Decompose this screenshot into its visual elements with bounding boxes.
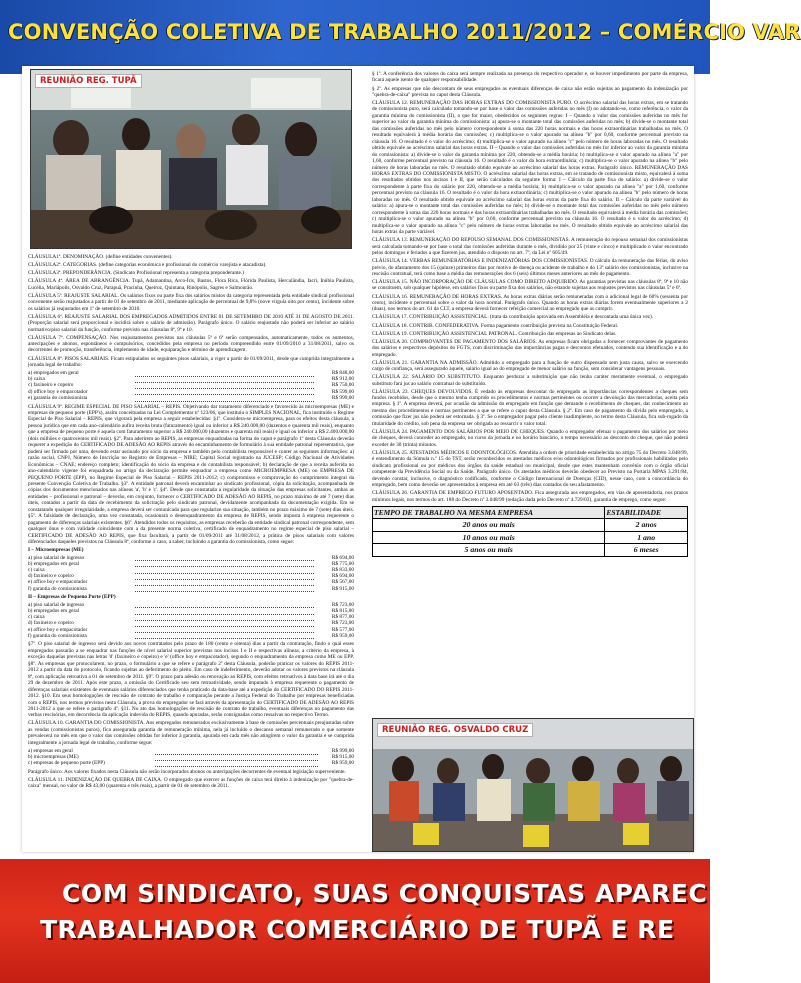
meeting-photo bbox=[31, 70, 351, 248]
clause-10: CLÁUSULA 10. GARANTIA DO COMISSIONISTA. Aos empregados remunerados exclusivamente à base de comissões percentuais preajustadas sobre as vendas (comissionistas puros), fica assegurada garantia de remuneração mínima, nela já incluído o descanso semanal remunerado e que somente prevalecerá no mês em que o valor das comissões obtidas for inferior à garantia, apurada em cada mês não atingirem o valor da garantia e se cumprida integralmente a jornada legal de trabalho, conforme segue: bbox=[28, 720, 354, 746]
table-header-row bbox=[373, 507, 688, 519]
row-value: R$ 723,00 bbox=[331, 601, 354, 608]
clause-9-paragraphs: §7º. O piso salarial de ingresso será devido aos novos contratados pelo prazo de 180 (cento e oitenta) dias a partir da contratação, findo o qual esses empregados passarão a se enquadrar nas funções de nível salarial superior previstas nos incisos I e II e respectivas alíneas, a critério da empresa, à exceção daquelas previstas nas letras 'd' (faxineiro e copeiro) e 'e' (office boy e empacotador), segundo o enquadramento da empresa como ME ou EPP. §8º. As empresas que protocolarem, no prazo, o formulário a que se refere o parágrafo 2º desta Cláusula, poderão praticar os valores do REPIS 2011-2012 a partir da data do protocolo, ficando sujeitas ao deferimento do pleito. Em caso de indeferimento, deverão adotar os valores previstos na cláusula 8ª, com aplicação retroativa a 01 de setembro de 2011. §9º. O prazo para adesão ou renovação ao REPIS, com efeitos retroativos à data base irá até o dia 29 de dezembro de 2011. Após este prazo, a omissão do Certificado seu sem retroatividade, sendo imputado à empresa requerente o pagamento de diferenças salariais existentes de eventuais salários diferenciados que tenha praticado da data-base até a expedição do CERTIFICADO DO REPIS 2011-2012. §10. Em seus homologações de rescisão de contrato de trabalho e comparação perante a Justiça Federal do Trabalho por empresas beneficiadas com o REPIS, nos termos previstos nesta Cláusula, a prova do empregador se fará através da apresentação do CERTIFICADO DE ADESÃO AO REPIS 2011-2012 a que se refere o parágrafo 4º. §11. No ato das homologações de rescisão de contrato de trabalho, eventuais diferenças no pagamento das verbas rescisórias, em decorrência da aplicação indevida do REPIS, quando apuradas, serão consignadas como ressalvas no respectivo Termo. bbox=[28, 641, 354, 719]
epp-table bbox=[28, 602, 354, 640]
table-row bbox=[28, 633, 354, 639]
clause-18: CLÁUSULA 18. CONTRIB. CONFEDERATIVA. Forma pagamento contribuição prevista na Constituição Federal. bbox=[372, 322, 619, 329]
table-row bbox=[373, 544, 688, 557]
row-value: R$ 723,00 bbox=[331, 620, 354, 627]
garantia-table bbox=[28, 748, 354, 767]
row-value: R$ 577,00 bbox=[331, 626, 354, 633]
table-cell: 20 anos ou mais bbox=[373, 519, 605, 532]
clause-20: CLÁUSULA 20. COMPROVANTES DE PAGAMENTO DOS SALÁRIOS. As empresas ficam obrigadas a fornecer comprovantes de pagamento dos salários e respectivos depósitos do FGTS, com discriminação das importâncias pagas e descontos efetuados, contendo sua identificação e a do empregado. bbox=[372, 338, 688, 358]
clause-21: CLÁUSULA 21. GARANTIA NA ADMISSÃO. Admitido o empregado para a função de outro dispensado sem justa causa, salvo se exercendo cargo de confiança, será assegurado àquele, salário igual ao do empregado de menor salário na função, sem considerar vantagens pessoais. bbox=[372, 359, 688, 373]
row-value: R$ 694,00 bbox=[331, 573, 354, 580]
table-row bbox=[373, 531, 688, 544]
row-label: d) office boy e empacotador bbox=[28, 388, 88, 395]
epp-title: II – Empresas de Pequeno Porte (EPP) bbox=[28, 594, 116, 601]
table-cell: 6 meses bbox=[605, 544, 688, 557]
clause-23: CLÁUSULA 23. CHEQUES DEVOLVIDOS. É vedado às empresas descontar do empregado as importâncias correspondentes a cheques sem fundos recebidos, desde que o mesmo tenha cumprido os procedimentos e normas pertinentes ou ocorrer a devolução das mercadorias, aceita pela empresa. § 1º. A empresa deverá, por ocasião da admissão do empregado em função que demande o recebimento de cheques, dar conhecimento ao mesmo dos procedimentos e normas pertinentes a que se refere o caput desta Cláusula. § 2º. Em caso de pagamento da dívida pelo empregado, a comissão que fizer jus não poderá ser estornada. § 3º. Se o empregador pagar pelo cliente inadimplente, no termo desta Cláusula, fica sub-rogado da titularidade do crédito, sob pena da empresa ser obrigada ao ressarcir o valor total. bbox=[372, 388, 688, 427]
row-label: b) empregados em geral bbox=[28, 560, 80, 567]
row-value: R$ 959,00 bbox=[331, 632, 354, 639]
me-table bbox=[28, 555, 354, 593]
clause-8: CLÁUSULA 8ª. PISOS SALARIAIS. Ficam estipulados os seguintes pisos salariais, a viger a partir de 01/09/2011, desde que cumprida integralmente a jornada legal de trabalho: bbox=[28, 355, 354, 368]
row-label: d) faxineiro e copeiro bbox=[28, 573, 74, 580]
row-label: c) faxineiro e copeiro bbox=[28, 382, 74, 389]
row-label: a) empresas em geral bbox=[28, 747, 73, 754]
clause-6: CLÁUSULA 6ª. REAJUSTE SALARIAL DOS EMPREGADOS ADMITIDOS ENTRE 01 DE SETEMBRO DE 2010 ATÉ 31 DE AGOSTO DE 2011. (Proporção salarial será proporcional e incidirá sobre o salário de admissão). Parágrafo único. O salário reajustado não poderá ser inferior ao salário normativo/piso salarial da função, conforme previsto nas cláusulas 8ª, 9ª e 10. bbox=[28, 313, 354, 333]
clause-26: CLÁUSULA 26. GARANTIA DE EMPREGO FUTURO APOSENTADO. Fica assegurada aos empregados, em vias de aposentadoria, nos prazos mínimos legais, nos termos do art. 188 do Decreto nº 3.048/99 (redação dada pelo Decreto nº 4.729/03), garantia de emprego, como segue: bbox=[372, 490, 688, 503]
row-label: f) garantia do comissionista bbox=[28, 585, 87, 592]
row-label: e) office boy e empacotador bbox=[28, 626, 88, 633]
clause-25: CLÁUSULA 25. ATESTADOS MÉDICOS E ODONTOLÓGICOS. Atendida a ordem de prioridade estabelecida no artigo 75 do Decreto 3.048/99, é entendimento da Súmula n.º 15 do TST, serão reconhecidos os atestados médicos e/ou odontológicos firmados por profissionais habilitados pelo sindicato profissional ou por médicos dos órgãos da saúde estadual ou municipal, desde que estes mantenham convênio com o órgão oficial competente da Previdência Social ou da Saúde. Parágrafo único. Os atestados médicos deverão obedecer ao Previsto na Portaria MPAS 3.291/84, devendo constar, inclusive, o diagnóstico codificado, conforme o Código Internacional de Doenças (CID), nesse caso, com a concordância do empregado, bem como deverão ser apresentados à empresa em até 03 (três) dias contados do seu afastamento. bbox=[372, 449, 688, 489]
row-label: c) caixa bbox=[28, 614, 45, 621]
clause-5: CLÁUSULA 5ª. REAJUSTE SALARIAL. Os salários fixos ou parte fixa dos salários mistos da categoria representada pela entidade sindical profissional convenente serão reajustados a partir de 01 de setembro de 2011, mediante aplicação de percentual de 9,8% (nove vírgula oito por cento), incidente sobre os salários já reajustados em 1º de setembro de 2010. bbox=[28, 292, 354, 312]
row-value: R$ 815,00 bbox=[331, 607, 354, 614]
row-label: a) piso salarial de ingresso bbox=[28, 554, 85, 561]
clause-4: CLÁUSULA 4ª. ÁREA DE ABRANGÊNCIA. Tupã, Adamantina, Arco-Íris, Bastos, Flora Rica, Flórida Paulista, Herculândia, Iacri, Inúbia Paulista, Lucélia, Mariápolis, Osvaldo Cruz, Parapuã, Pracinha, Queiroz, Quintana, Rinópolis, Sagres e Salmourão. bbox=[28, 278, 354, 291]
row-label: a) empregados em geral bbox=[28, 370, 79, 376]
row-label: e) garantia do comissionista bbox=[28, 394, 88, 401]
clause-11: CLÁUSULA 11. INDENIZAÇÃO DE QUEBRA DE CAIXA. O empregado que exercer as funções de caixa terá direito à indenização por "quebra-de-caixa" mensal, no valor de R$ 43,00 (quarenta e três reais), a partir de 01 de setembro de 2011. bbox=[28, 777, 354, 790]
table-row bbox=[28, 395, 354, 401]
row-label: a) piso salarial de ingresso bbox=[28, 601, 85, 608]
left-column bbox=[28, 66, 354, 792]
bottom-banner bbox=[0, 859, 710, 983]
table-cell: 2 anos bbox=[605, 519, 688, 532]
row-value: R$ 999,00 bbox=[331, 747, 354, 754]
table-cell: 1 ano bbox=[605, 531, 688, 544]
clause-11-par1: § 1º. A conferência dos valores do caixa será sempre realizada na presença do respectivo operador e, se houver impedimento por parte da empresa, ficará aquele isento de qualquer responsabilidade. bbox=[372, 71, 688, 84]
table-cell: 10 anos ou mais bbox=[373, 531, 605, 544]
row-label: b) microempresas (ME) bbox=[28, 754, 79, 761]
clause-17: CLÁUSULA 17. CONTRIBUIÇÃO ASSISTENCIAL. (trata da contribuição aprovada em Assembléia e descontada uma única vez). bbox=[372, 314, 654, 321]
me-title: I – Microempresas (ME) bbox=[28, 547, 84, 554]
row-value: R$ 694,00 bbox=[331, 554, 354, 561]
clause-15: CLÁUSULA 15. NÃO INCORPORAÇÃO DE CLÁUSULAS COMO DIREITO ADQUIRIDO. As garantias previstas nas cláusulas 8ª, 9ª e 10 não se constituem, sob qualquer hipótese, em salários fixos ou parte fixa dos salários, não estando sujeitas aos reajustes previstos nas cláusulas 5ª e 6ª. bbox=[372, 279, 688, 292]
stability-table bbox=[372, 506, 688, 557]
row-value: R$ 915,00 bbox=[331, 754, 354, 761]
clause-9: CLÁUSULA 9ª. REGIME ESPECIAL DE PISO SALARIAL – REPIS. Objetivando dar tratamento diferenciado e favorecido às microempresas (ME) e empresas de pequeno porte (EPP's), assim conceituadas na Lei Complementar nº 123/06, que instituiu o SIMPLES NACIONAL, fica instituído o Regime Especial de Piso Salarial – REPIS, que vigorará pela empresa a seguir estabelecidas: §1º. Considera-se microempresa, para os efeitos desta cláusula, a pessoa jurídica que em cada ano-calendário aufira receita bruta (faturamento) igual ou inferior a R$ 240.000,00 (duzentos e quarenta mil reais), enquanto que a empresa de pequeno porte é aquela com faturamento superior a R$ 240.000,00 (duzentos e quarenta mil reais) e igual ou inferior a R$ 2.400.000,00 (dois milhões e quatrocentos mil reais). §2º. Para aderirem ao REPIS, as empresas enquadradas na forma do caput e parágrafo 1º desta Cláusula deverão requerer a expedição do CERTIFICADO DE ADESÃO AO REPIS através do encaminhamento de formulário à sua entidade patronal representativa, que poderá ser firmado por uma, devendo estar assinado por sócio da empresa e também pelo contabilista responsável e conter as seguintes informações: a) razão social, CNPJ, Número de Inscrição no Registro de Empresas – NIRE; Capital Social registrado na JUCESP; Código Nacional de Atividades Econômicas – CNAE; endereço completo; identificação do sócio da empresa e do contabilista responsável; b) declaração de que a receita auferida no ano-calendário vigente foi enquadrada no artigo da declaração permite enquadrar a empresa como MICROEMPRESA (ME) ou EMPRESA DE PEQUENO PORTE (EPP), no Regime Especial de Piso Salarial – REPIS 2011-2012; c) compromisso e comprovação do cumprimento integral da presente Convenção Coletiva de Trabalho. §3º. A entidade patronal deverá encaminhar ao sindicato profissional, cópia da solicitação, acompanhada de cópias dos documentos mencionados nas alíneas 'a', 'b' e 'c'. §4º. Desde que constatada a regularidade da situação das empresas solicitantes, ambas as entidades – profissional e patronal – deverão, em conjunto, fornecer o CERTIFICADO DE ADESÃO AO REPIS, no prazo máximo de até 7 (sete) dias úteis, contados a partir da data de recebimento da solicitação pelo sindicato patronal, devidamente acompanhada da documentação exigida. Em se constatando qualquer irregularidade, a empresa deverá ser comunicada para que regularize sua situação, também no prazo máximo de 7 (sete) dias úteis. §5º. A falsidade de declaração, uma vez constatada, ocasionará o desenquadramento da empresa de REPIS, sendo imposta à empresa requerente o pagamento de diferenças salariais existentes. §6º. Atendidos todos os requisitos, as empresas receberão da entidade sindical patronal correspondente, sem qualquer ônus e com validade coincidente com a da presente norma coletiva, certificado de enquadramento no regime especial de piso salarial – CERTIFICADO DE ADESÃO AO REPIS, que fixa facultará, a partir de 01/09/2011 até 31/08/2012, a prática de pisos salariais com valores diferenciados daqueles previstos na Cláusula 8ª, conforme o caso, a saber, incluindo a garantia do comissionista, como segue: bbox=[28, 403, 354, 546]
photo-caption-tupa: REUNIÃO REG. TUPÃ bbox=[35, 74, 142, 88]
row-value: R$ 999,00 bbox=[331, 394, 354, 401]
column-header: ESTABILIDADE bbox=[605, 507, 688, 519]
row-value: R$ 567,00 bbox=[331, 579, 354, 586]
clause-19: CLÁUSULA 19. CONTRIBUIÇÃO ASSISTENCIAL PATRONAL. Contribuição das empresas ao Sindicato delas. bbox=[372, 330, 617, 337]
table-row bbox=[28, 760, 354, 766]
row-value: R$ 750,00 bbox=[331, 382, 354, 389]
clause-10-paragraph: Parágrafo único. Aos valores fixados nesta Cláusula não serão incorporados abonos ou antecipações decorrentes de eventual legislação superveniente. bbox=[28, 768, 346, 775]
clause-13: CLÁUSULA 13. REMUNERAÇÃO DO REPOUSO SEMANAL DOS COMISSIONISTAS. A remuneração do repouso semanal dos comissionistas será calculada tomando-se por base o total das comissões auferidas durante o mês, dividido por 25 (vinte e cinco) e multiplicado o valor encontrado pelos domingos e feriados a que fizerem jus, atendido o disposto no art. 7º, da Lei nº 605/49. bbox=[372, 237, 688, 257]
clause-2: CLÁUSULA2ª. CATEGORIAS. (define categorias econômica e profissional do comércio varejista e atacadista). bbox=[28, 262, 267, 269]
row-label: d) faxineiro e copeiro bbox=[28, 620, 74, 627]
column-header: TEMPO DE TRABALHO NA MESMA EMPRESA bbox=[373, 507, 605, 519]
piso-table bbox=[28, 370, 354, 402]
document-page bbox=[22, 66, 694, 852]
clause-3: CLÁUSULA3ª. PREPONDERÂNCIA. (Sindicato Profissional representa a categoria preponderante.) bbox=[28, 270, 244, 277]
row-label: f) garantia do comissionista bbox=[28, 632, 87, 639]
clause-7: CLÁUSULA 7ª. COMPENSAÇÃO. Nos reajustamentos previstos nas cláusulas 5ª e 6ª serão compensados, automaticamente, todos os aumentos, antecipações e abonos, espontâneos e compulsórios, concedidos pela empresa no período compreendido entre 01/09/2010 a 31/08/2011, salvo os decorrentes de promoção, transferência, implemento de idade, equiparação e término de aprendizagem. bbox=[28, 334, 354, 354]
clause-16: CLÁUSULA 16. REMUNERAÇÃO DE HORAS EXTRAS. As horas extras diárias serão remuneradas com o adicional legal de 60% (sessenta por cento), incidente o percentual sobre o valor da hora normal. Parágrafo único. Quando as horas extras diárias forem eventualmente superiores a 2 (duas), nos termos do art. 61 da CLT, a empresa deverá fornecer refeição comercial ao empregado que as cumprir. bbox=[372, 293, 688, 313]
table-row bbox=[373, 519, 688, 532]
row-value: R$ 912,00 bbox=[331, 376, 354, 383]
row-label: e) office boy e empacotador bbox=[28, 579, 88, 586]
document-title: CONVENÇÃO COLETIVA DE TRABALHO 2011/2012 – COMÉRCIO VAR bbox=[8, 20, 801, 44]
clause-24: CLÁUSULA 24. PAGAMENTO DOS SALÁRIOS POR MEIO DE CHEQUES. Quando o empregador efetuar o pagamento dos salários por meio de cheques, deverá conceder ao empregado, no curso da jornada e no horário bancário, o tempo necessário ao desconto do cheque, que não poderá exceder de 30 (trinta) minutos. bbox=[372, 428, 688, 448]
meeting-photo bbox=[373, 719, 693, 851]
row-value: R$ 833,00 bbox=[331, 566, 354, 573]
row-value: R$ 599,00 bbox=[331, 388, 354, 395]
table-row bbox=[28, 586, 354, 592]
row-label: c) empresas de pequeno porte (EPP) bbox=[28, 760, 105, 767]
photo-meeting-tupa bbox=[30, 69, 352, 249]
top-banner bbox=[0, 0, 801, 74]
photo-caption-osvaldo-cruz: REUNIÃO REG. OSVALDO CRUZ bbox=[377, 723, 533, 737]
slogan-line-1: COM SINDICATO, SUAS CONQUISTAS APAREC bbox=[62, 879, 708, 908]
slogan-line-2: TRABALHADOR COMERCIÁRIO DE TUPÃ E RE bbox=[40, 915, 675, 944]
clause-12: CLÁUSULA 12. REMUNERAÇÃO DAS HORAS EXTRAS DO COMISSIONISTA PURO. O acréscimo salarial das horas extras, em se tratando de comissionista puro, será calculado tomando-se por base o valor das comissões auferidas no mês (I) no adotando-se, como referência, o valor da garantia mínima do comissionista (II), o que for maior, obedecidos os seguintes regras: I – Quando o valor das comissões auferidas no mês for superior ao valor da garantia mínima do comissionista: a) apura-se o montante total das comissões auferidas no mês; b) divide-se o montante total das comissões auferidas no mês pelo número correspondente à soma das 220 horas normais e das horas extraordinárias trabalhadas no mês. O resultado equivalerá à média horária das comissões; c) multiplica-se o valor apurado na alínea "b" por 0,60, conforme percentual previsto na cláusula 16. O resultado é o valor do acréscimo; d) multiplica-se o valor apurado na alínea "c" pelo número de horas laboradas no mês. O resultado obtido equivale ao acréscimo salarial das horas extras. II – Quando o valor das comissões auferidas no mês for inferior ao valor da garantia mínima do comissionista: a) divide-se o valor da garantia mínima por 220, obtendo-se a média horária; b) multiplica-se o valor apurado na alínea "a" por 1,60, conforme percentual previsto na cláusula 16. O resultado é o valor da hora extraordinária; c) multiplica-se o valor apurado na alínea "b" pelo número de horas laboradas no mês. O resultado obtido equivale ao acréscimo salarial das horas extras. Parágrafo único. REMUNERAÇÃO DAS HORAS EXTRAS DO COMISSIONISTA MISTO. O acréscimo salarial das horas extras, em se tratando de comissionista misto, equivalerá à soma dos resultados obtidos nos incisos I e II, que serão calculados da seguinte forma: I – Cálculo da parte fixa do salário: a) divide-se o valor correspondente à parte fixa do salário por 220, obtendo-se a média horária; b) multiplica-se o valor apurado na alínea "a" por 1,60, conforme percentual previsto na cláusula 16. O resultado é o valor da hora extraordinária; c) multiplica-se o valor apurado na alínea "b" pelo número de horas laboradas no mês. O resultado obtido equivale ao acréscimo salarial das horas extras da parte fixa do salário. II – Cálculo da parte variável do salário: a) apura-se o montante total das comissões auferidas no mês; b) divide-se o montante total das comissões auferidas no mês pelo número correspondente à soma das 220 horas normais e das horas extraordinárias trabalhadas no mês. O resultado equivalerá à média horária das comissões; c) multiplica-se o valor apurado na alínea "b" por 0,60, conforme percentual previsto na cláusula 16. O resultado é o valor do acréscimo; d) multiplica-se o valor apurado na alínea "c" pelo número de horas extras laboradas no mês. O resultado obtido equivale ao acréscimo salarial das horas extras da parte variável. bbox=[372, 100, 688, 236]
clause-1: CLÁUSULA1ª. DENOMINAÇÃO. (define entidades convenentes). bbox=[28, 254, 173, 260]
photo-meeting-osvaldo-cruz bbox=[372, 718, 694, 852]
right-column bbox=[372, 66, 688, 557]
row-value: R$ 877,00 bbox=[331, 614, 354, 621]
table-cell: 5 anos ou mais bbox=[373, 544, 605, 557]
row-value: R$ 959,00 bbox=[331, 760, 354, 767]
clause-14: CLÁUSULA 14. VERBAS REMUNERATÓRIAS E INDENIZATÓRIAS DOS COMISSIONISTAS. O cálculo da remuneração das férias, do aviso prévio, do afastamento dos 15 (quinze) primeiros dias por motivo de doença ou acidente de trabalho e do 13º salário dos comissionistas, inclusive na rescisão contratual, terá como base a média das remunerações dos 6 (seis) últimos meses anteriores ao mês de pagamento. bbox=[372, 258, 688, 277]
row-label: b) caixa bbox=[28, 376, 45, 383]
row-value: R$ 915,00 bbox=[331, 585, 354, 592]
clause-11-par2: § 2º. As empresas que não descontam de seus empregados as eventuais diferenças de caixa não estão sujeitas ao pagamento da indenização por "quebra-de-caixa" prevista no caput desta Cláusula. bbox=[372, 85, 688, 98]
row-label: b) empregados em geral bbox=[28, 607, 80, 614]
row-value: R$ 848,00 bbox=[331, 370, 354, 376]
row-value: R$ 775,00 bbox=[331, 560, 354, 567]
clause-22: CLÁUSULA 22. SALÁRIO DO SUBSTITUTO. Enquanto perdurar a substituição que não tenha caráter meramente eventual, o empregado substituto fará jus ao salário contratual do substituído. bbox=[372, 374, 688, 387]
row-label: c) caixa bbox=[28, 566, 45, 573]
